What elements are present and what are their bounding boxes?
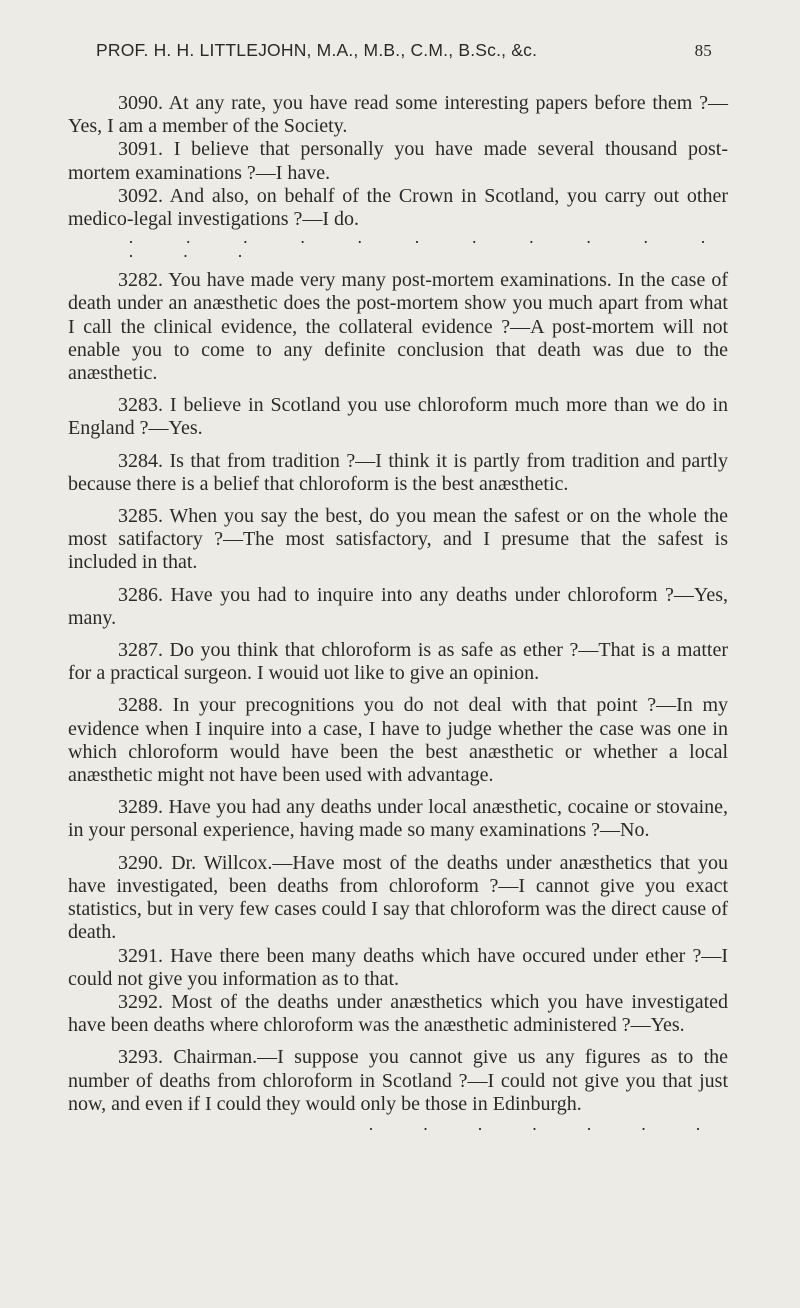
paragraph-3283: 3283. I believe in Scotland you use chloroform much more than we do in England ?—Yes. — [68, 394, 728, 440]
paragraph-3285: 3285. When you say the best, do you mean the safest or on the whole the most satifactory ?—The most satisfactory, and I presume that the safest is included in that. — [68, 505, 728, 574]
paragraph-3290: 3290. Dr. Willcox.—Have most of the deaths under anæsthetics that you have investigated, been deaths from chloroform ?—I cannot give you exact statistics, but in very few cases could I say that chloroform was the direct cause of death. — [68, 851, 728, 944]
paragraph-3286: 3286. Have you had to inquire into any deaths under chloroform ?—Yes, many. — [68, 583, 728, 629]
paragraph-3292: 3292. Most of the deaths under anæsthetics which you have investigated have been deaths where chloroform was the anæsthetic administered ?—Yes. — [68, 990, 728, 1037]
paragraph-3287: 3287. Do you think that chloroform is as safe as ether ?—That is a matter for a practical surgeon. I wouid uot like to give an opinion. — [68, 639, 728, 685]
paragraph-3284: 3284. Is that from tradition ?—I think it is partly from tradition and partly because there is a belief that chloroform is the best anæsthetic. — [68, 449, 728, 495]
paragraph-3090: 3090. At any rate, you have read some interesting papers before them ?—Yes, I am a member of the Society. — [68, 92, 728, 138]
paragraph-3293: 3293. Chairman.—I suppose you cannot give us any figures as to the number of deaths from chloroform in Scotland ?—I could not give you that just now, and even if I could they would only be those in Edinburgh. — [68, 1046, 728, 1115]
running-header — [96, 40, 712, 61]
omission-dots-bottom: · · · · · · · — [368, 1118, 723, 1139]
omission-dots: · · · · · · · · · · · · · · — [128, 232, 728, 267]
paragraph-3288: 3288. In your precognitions you do not deal with that point ?—In my evidence when I inquire into a case, I have to judge whether the case was one in which chloroform would have been the best anæsthetic or whether a local anæsthetic might not have been used with advantage. — [68, 694, 728, 787]
paragraph-3092: 3092. And also, on behalf of the Crown in Scotland, you carry out other medico-legal investigations ?—I do. — [68, 184, 728, 231]
paragraph-3282: 3282. You have made very many post-mortem examinations. In the case of death under an anæsthetic does the post-mortem show you much apart from what I call the clinical evidence, the collateral evidence ?—A post-mortem will not enable you to come to any definite conclusion that death was due to the anæsthetic. — [68, 269, 728, 385]
paragraph-3091: 3091. I believe that personally you have made several thousand post-mortem examinations ?—I have. — [68, 138, 728, 184]
header-title: PROF. H. H. LITTLEJOHN, M.A., M.B., C.M., B.Sc., &c. — [96, 40, 538, 60]
paragraph-3289: 3289. Have you had any deaths under local anæsthetic, cocaine or stovaine, in your personal experience, having made so many examinations ?—No. — [68, 796, 728, 842]
page-number: 85 — [694, 41, 712, 60]
page-body — [68, 92, 728, 1142]
paragraph-3291: 3291. Have there been many deaths which have occured under ether ?—I could not give you information as to that. — [68, 944, 728, 990]
